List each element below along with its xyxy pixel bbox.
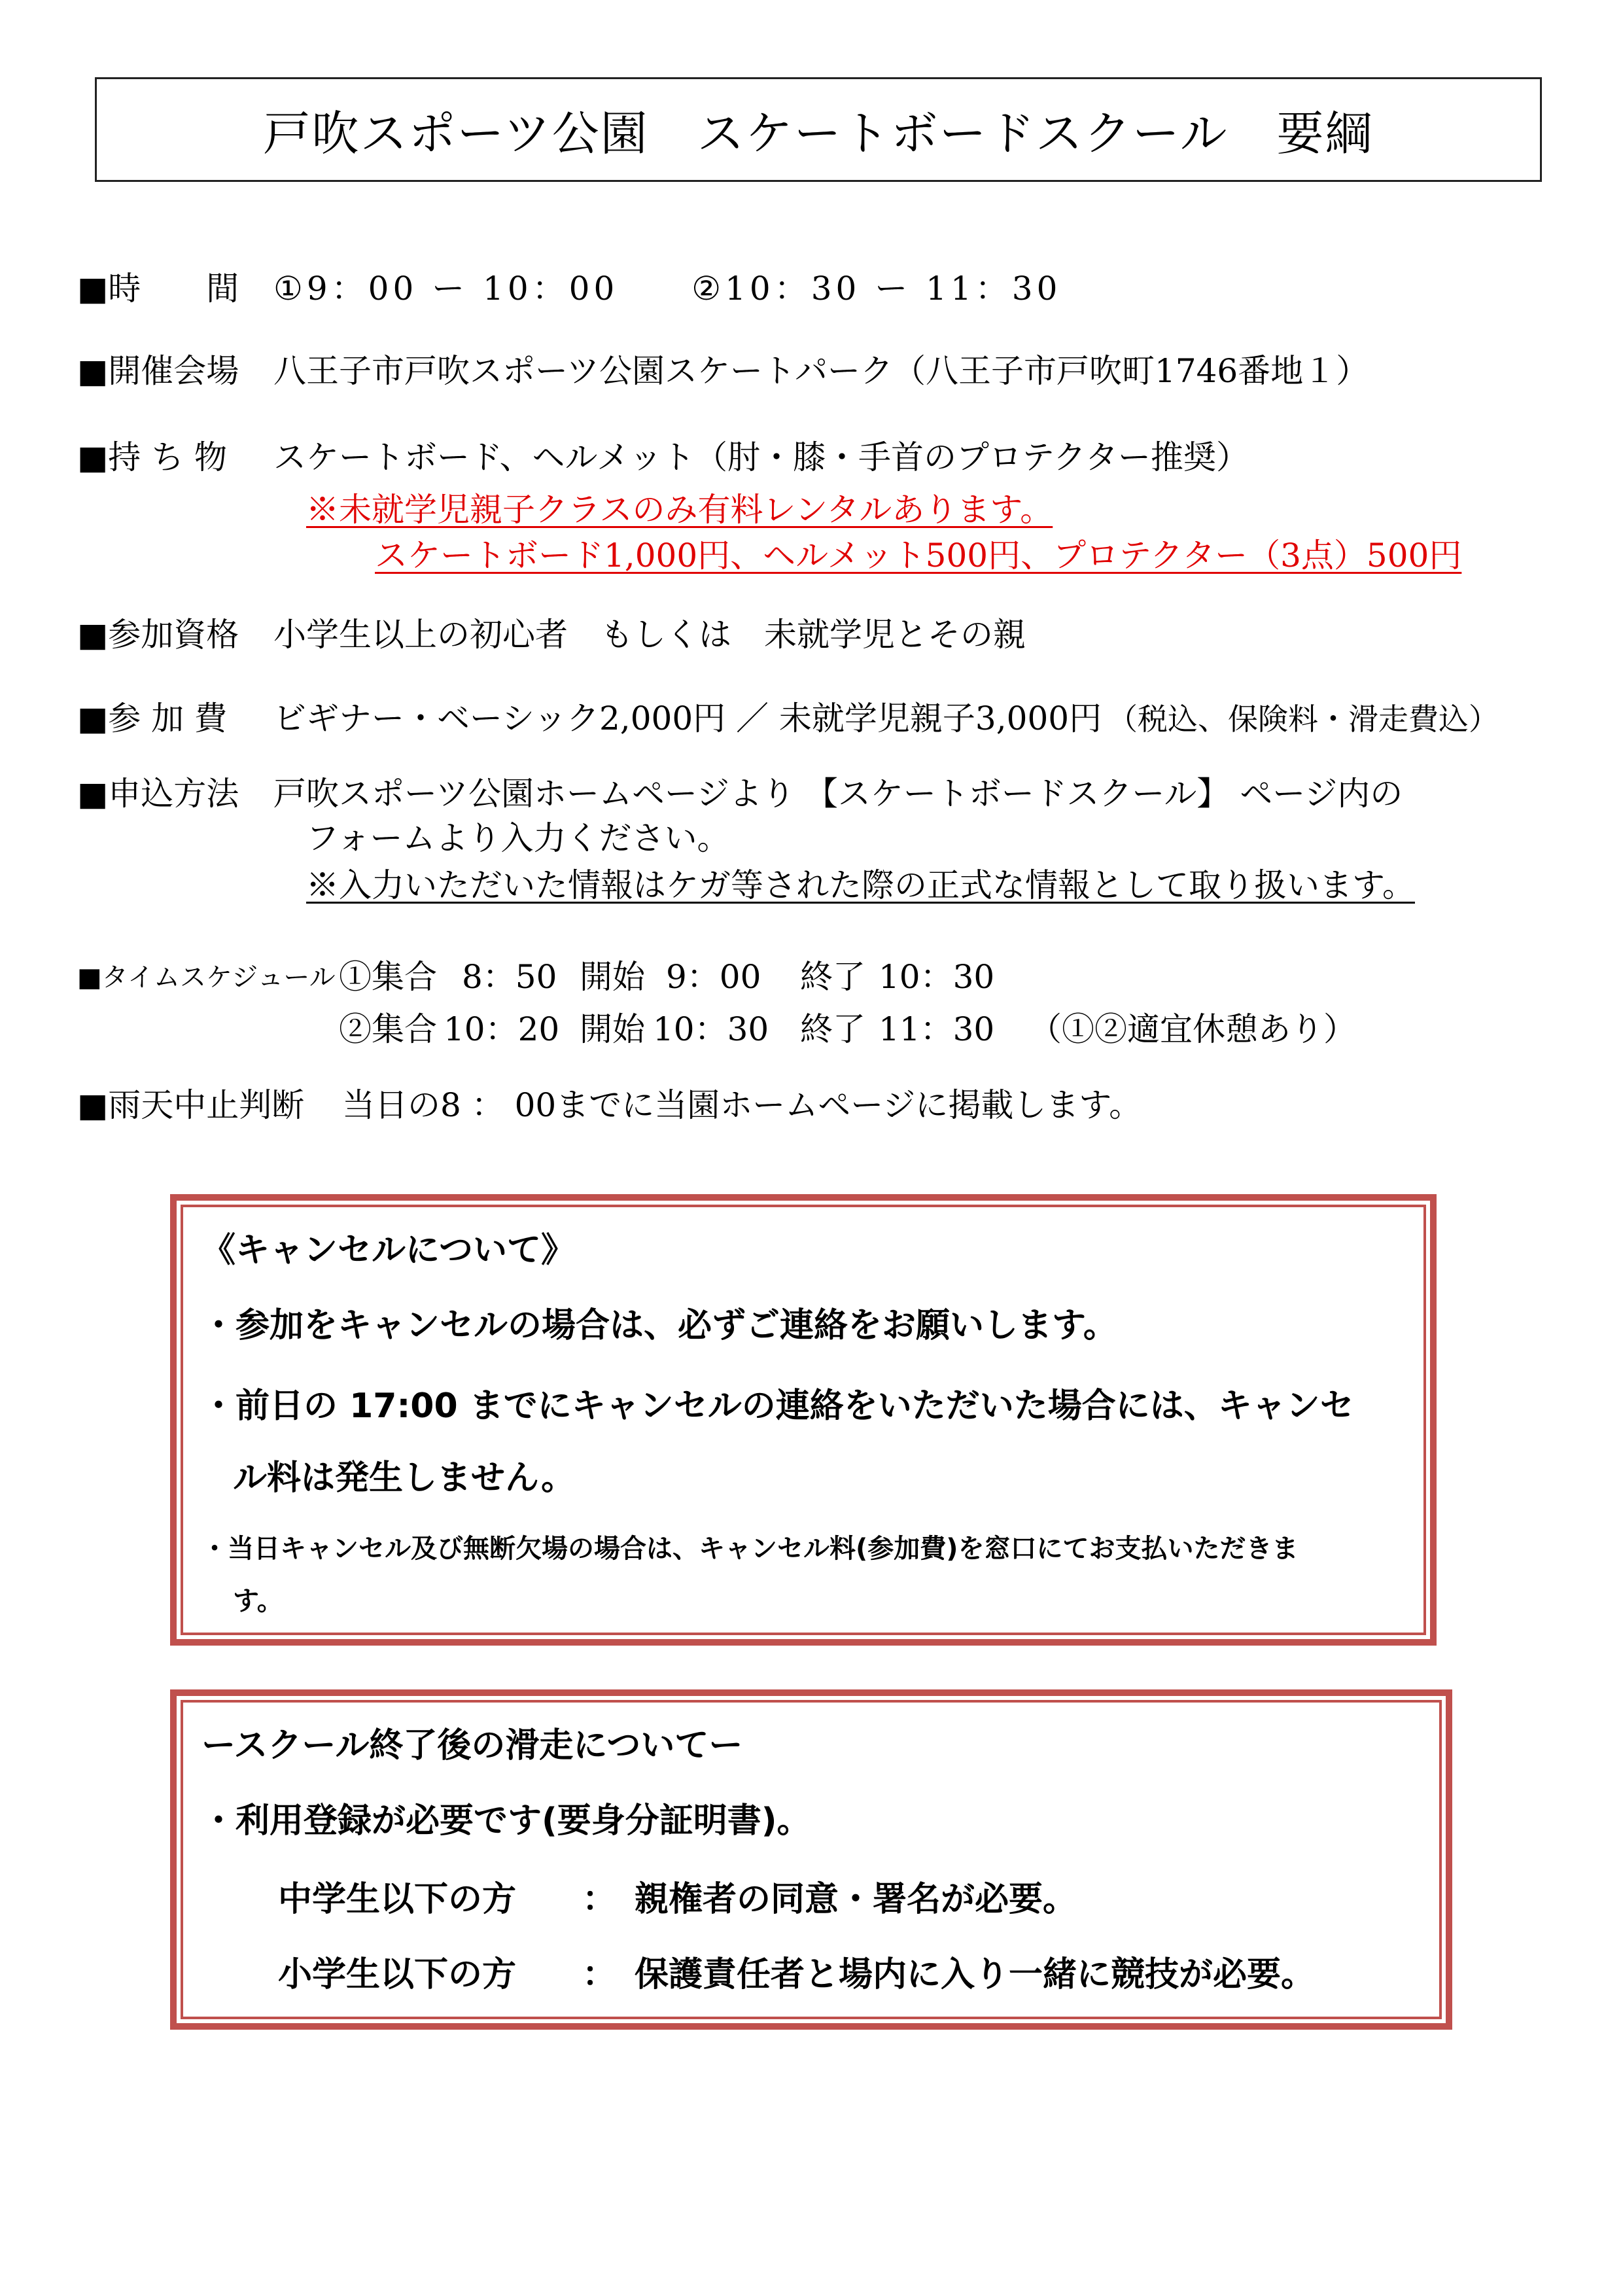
cancel-heading: 《キャンセルについて》 — [201, 1231, 575, 1270]
schedule-2-gather-time: 10：20 — [444, 1010, 560, 1048]
apply-value: 戸吹スポーツ公園ホームページより 【スケートボードスクール】 ページ内の — [273, 775, 1403, 813]
schedule-1-gather-label: ①集合 — [339, 958, 437, 996]
items-rental-note: ※未就学児親子クラスのみ有料レンタルあります。 — [306, 491, 1053, 529]
cancel-policy-box — [170, 1194, 1437, 1646]
schedule-2-end-label: 終了 — [800, 1010, 865, 1048]
schedule-1-start-time: 9：00 — [666, 958, 761, 996]
fee-label: ■参 加 費 — [77, 699, 228, 737]
fee-note: （税込、保険料・滑走費込） — [1108, 701, 1499, 737]
schedule-2-end-time: 11：30 — [879, 1010, 995, 1048]
apply-label: ■申込方法 — [77, 775, 239, 813]
cancel-line-1: ・参加をキャンセルの場合は、必ずご連絡をお願いします。 — [201, 1306, 1117, 1345]
venue-label: ■開催会場 — [77, 352, 239, 390]
items-label: ■持 ち 物 — [77, 438, 228, 476]
eligibility-label: ■参加資格 — [77, 616, 239, 654]
after-row-1-sep: ： — [582, 1880, 617, 1919]
schedule-2-gather-label: ②集合 — [339, 1010, 437, 1048]
fee-value: ビギナー・ベーシック2,000円 ／ 未就学児親子3,000円 — [273, 699, 1102, 737]
eligibility-value: 小学生以上の初心者 もしくは 未就学児とその親 — [273, 616, 1026, 654]
schedule-2-start-time: 10：30 — [653, 1010, 769, 1048]
venue-value: 八王子市戸吹スポーツ公園スケートパーク（八王子市戸吹町1746番地１） — [273, 352, 1369, 390]
items-value: スケートボード、ヘルメット（肘・膝・手首のプロテクター推奨） — [273, 438, 1249, 476]
rain-label: ■雨天中止判断 — [77, 1086, 305, 1124]
cancel-line-3b: す。 — [233, 1586, 283, 1616]
after-row-1-what: 親権者の同意・署名が必要。 — [635, 1880, 1077, 1919]
cancel-line-2: ・前日の 17:00 までにキャンセルの連絡をいただいた場合には、キャンセ — [201, 1386, 1354, 1426]
schedule-label: ■タイムスケジュール — [77, 963, 336, 993]
after-row-1-who: 中学生以下の方 — [278, 1880, 517, 1919]
after-row-2-who: 小学生以下の方 — [278, 1955, 517, 1994]
schedule-2-start-label: 開始 — [580, 1010, 645, 1048]
schedule-1-end-time: 10：30 — [879, 958, 995, 996]
schedule-2-note: （①②適宜休憩あり） — [1029, 1010, 1356, 1048]
page-title: 戸吹スポーツ公園 スケートボードスクール 要綱 — [95, 77, 1542, 182]
apply-value-2: フォームより入力ください。 — [306, 819, 730, 857]
time-value: ①9：00 ー 10：00 ②10：30 ー 11：30 — [273, 270, 1062, 308]
schedule-1-start-label: 開始 — [580, 958, 645, 996]
schedule-1-end-label: 終了 — [800, 958, 865, 996]
after-line-1: ・利用登録が必要です(要身分証明書)。 — [201, 1801, 811, 1841]
cancel-line-2b: ル料は発生しません。 — [233, 1458, 576, 1498]
after-heading: ースクール終了後の滑走についてー — [201, 1726, 743, 1765]
rain-value: 当日の8 ： 00までに当園ホームページに掲載します。 — [342, 1086, 1142, 1124]
items-rental-prices: スケートボード1,000円、ヘルメット500円、プロテクター（3点）500円 — [375, 537, 1462, 574]
cancel-line-3: ・当日キャンセル及び無断欠場の場合は、キャンセル料(参加費)を窓口にてお支払いただきま — [201, 1534, 1299, 1564]
time-label: ■時 間 — [77, 270, 239, 308]
after-row-2-sep: ： — [582, 1955, 617, 1994]
after-school-box — [170, 1689, 1452, 2030]
schedule-1-gather-time: 8：50 — [462, 958, 557, 996]
after-row-2-what: 保護責任者と場内に入り一緒に競技が必要。 — [635, 1955, 1316, 1994]
apply-note: ※入力いただいた情報はケガ等された際の正式な情報として取り扱います。 — [306, 866, 1415, 904]
